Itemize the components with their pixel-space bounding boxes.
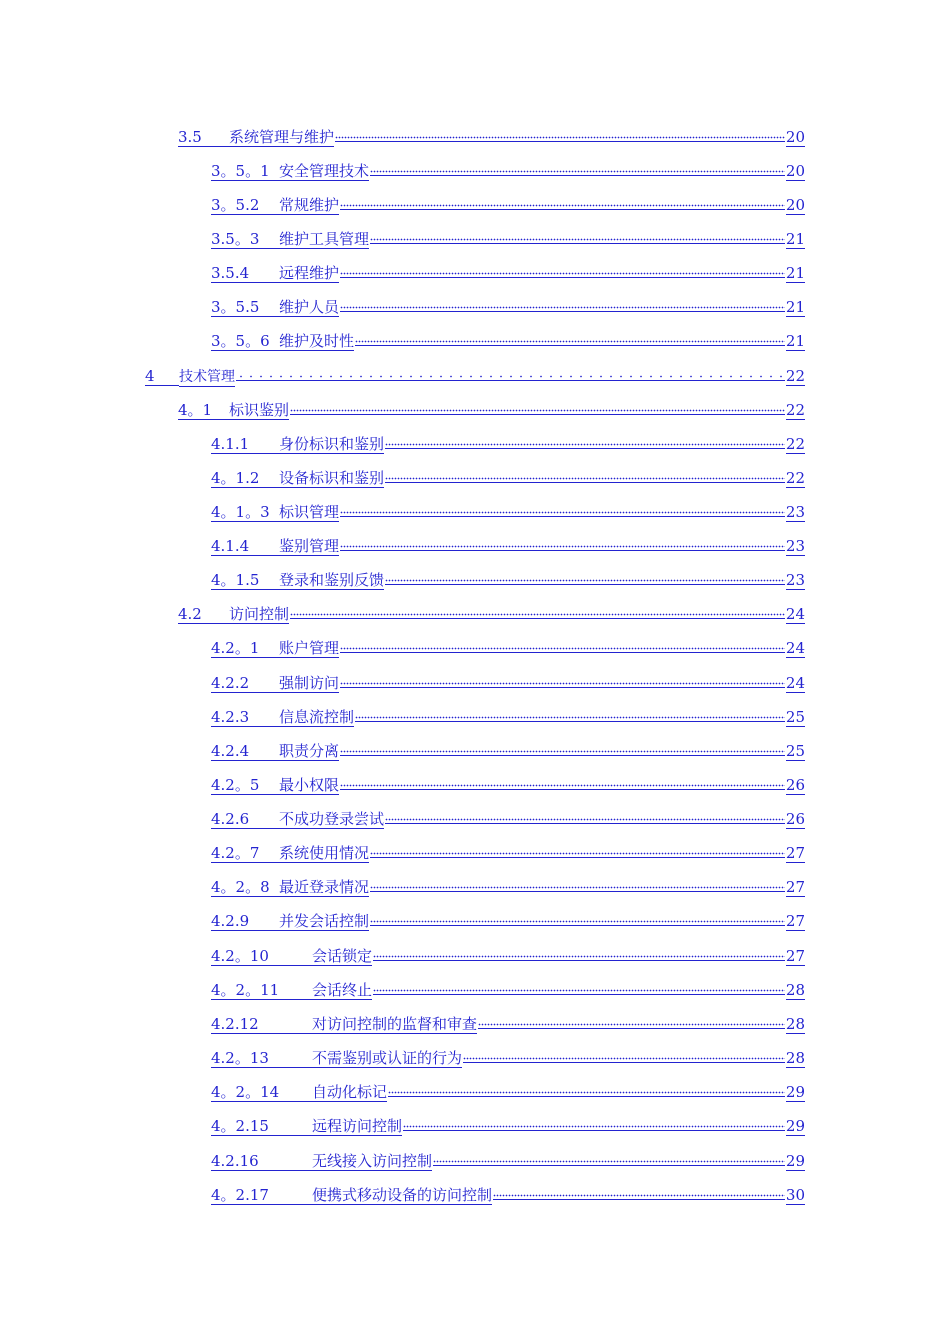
- toc-entry-title: 信息流控制: [279, 708, 355, 726]
- toc-entry[interactable]: [211, 775, 805, 795]
- toc-entry-page: 23: [785, 537, 805, 555]
- toc-entry-number: 3。5.5: [211, 298, 279, 317]
- toc-entry-title: 系统管理与维护: [229, 128, 335, 146]
- toc-dot-leader: [385, 468, 785, 483]
- toc-entry-title: 最近登录情况: [279, 878, 370, 896]
- toc-entry-number: 4.1.1: [211, 435, 279, 454]
- toc-entry-title: 设备标识和鉴别: [279, 469, 385, 487]
- toc-entry-page: 24: [785, 605, 805, 623]
- toc-entry-page: 30: [785, 1186, 805, 1204]
- toc-entry-number: 4。1: [178, 401, 229, 420]
- toc-dot-leader: [385, 434, 785, 449]
- toc-entry-title: 不成功登录尝试: [279, 810, 385, 828]
- toc-dot-leader: [290, 604, 785, 619]
- toc-entry[interactable]: [211, 1048, 805, 1068]
- toc-entry-page: 21: [785, 332, 805, 350]
- toc-dot-leader: [340, 741, 785, 756]
- toc-entry-page: 20: [785, 162, 805, 180]
- toc-dot-leader: [340, 195, 785, 210]
- toc-entry-page: 25: [785, 742, 805, 760]
- toc-entry-page: 20: [785, 196, 805, 214]
- toc-entry-page: 24: [785, 639, 805, 657]
- toc-entry-title: 登录和鉴别反馈: [279, 571, 385, 589]
- toc-dot-leader: [340, 638, 785, 653]
- toc-entry-page: 22: [785, 435, 805, 453]
- toc-entry-page: 28: [785, 1015, 805, 1033]
- toc-entry[interactable]: [211, 911, 805, 931]
- toc-dot-leader: [335, 127, 785, 142]
- toc-entry[interactable]: [211, 263, 805, 283]
- toc-entry-page: 20: [785, 128, 805, 146]
- toc-entry-number: 4。2。14: [211, 1083, 312, 1102]
- toc-entry-number: 4.2.16: [211, 1152, 312, 1171]
- toc-entry-title: 强制访问: [279, 674, 340, 692]
- toc-entry-page: 22: [785, 401, 805, 419]
- toc-entry[interactable]: [211, 707, 805, 727]
- toc-entry-page: 28: [785, 981, 805, 999]
- toc-entry-page: 23: [785, 503, 805, 521]
- toc-entry-title: 技术管理: [179, 369, 235, 385]
- toc-entry-page: 28: [785, 1049, 805, 1067]
- toc-entry-number: 3。5.2: [211, 196, 279, 215]
- toc-dot-leader: [290, 400, 785, 415]
- toc-entry-page: 26: [785, 776, 805, 794]
- toc-entry[interactable]: [211, 1151, 805, 1171]
- toc-entry-page: 27: [785, 878, 805, 896]
- toc-entry-page: 25: [785, 708, 805, 726]
- toc-entry[interactable]: [211, 434, 805, 454]
- toc-entry-title: 不需鉴别或认证的行为: [312, 1049, 463, 1067]
- toc-dot-leader: [463, 1048, 785, 1063]
- toc-entry-title: 会话锁定: [312, 947, 373, 965]
- toc-entry-number: 4.2: [178, 605, 229, 624]
- toc-entry-title: 维护及时性: [279, 332, 355, 350]
- toc-dot-leader: [340, 263, 785, 278]
- toc-dot-leader: [340, 673, 785, 688]
- toc-entry-number: 4.2。7: [211, 844, 279, 863]
- toc-entry[interactable]: [211, 161, 805, 181]
- toc-entry-number: 4。1.2: [211, 469, 279, 488]
- toc-entry-number: 4.2.2: [211, 674, 279, 693]
- toc-entry-title: 最小权限: [279, 776, 340, 794]
- toc-entry-page: 21: [785, 298, 805, 316]
- toc-entry-page: 22: [785, 367, 805, 385]
- toc-entry[interactable]: [211, 502, 805, 522]
- toc-entry[interactable]: [211, 843, 805, 863]
- toc-entry-number: 4.2.12: [211, 1015, 312, 1034]
- toc-dot-leader: [355, 707, 785, 722]
- toc-entry[interactable]: [211, 877, 805, 897]
- toc-entry-title: 维护人员: [279, 298, 340, 316]
- toc-entry[interactable]: [211, 809, 805, 829]
- toc-entry-title: 安全管理技术: [279, 162, 370, 180]
- toc-dot-leader: [373, 946, 785, 961]
- toc-entry-title: 远程维护: [279, 264, 340, 282]
- toc-entry-title: 访问控制: [229, 605, 290, 623]
- toc-entry[interactable]: [211, 195, 805, 215]
- toc-entry-title: 对访问控制的监督和审查: [312, 1015, 478, 1033]
- toc-dot-leader: [370, 877, 785, 892]
- toc-entry[interactable]: [178, 127, 805, 147]
- toc-entry-page: 27: [785, 844, 805, 862]
- toc-entry[interactable]: [211, 297, 805, 317]
- toc-entry-title: 会话终止: [312, 981, 373, 999]
- toc-entry-title: 常规维护: [279, 196, 340, 214]
- toc-dot-leader: [403, 1116, 785, 1131]
- toc-entry-number: 4.2.9: [211, 912, 279, 931]
- toc-entry-number: 4.2。5: [211, 776, 279, 795]
- toc-dot-leader: [478, 1014, 785, 1029]
- toc-entry-page: 29: [785, 1083, 805, 1101]
- toc-entry[interactable]: [211, 980, 805, 1000]
- toc-entry-title: 标识管理: [279, 503, 340, 521]
- toc-entry-number: 3.5。3: [211, 230, 279, 249]
- toc-entry[interactable]: [211, 1082, 805, 1102]
- toc-entry-number: 4。2。8: [211, 878, 279, 897]
- toc-entry-title: 维护工具管理: [279, 230, 370, 248]
- toc-entry-title: 系统使用情况: [279, 844, 370, 862]
- toc-dot-leader: [370, 229, 785, 244]
- toc-entry-page: 21: [785, 264, 805, 282]
- toc-entry-title: 标识鉴别: [229, 401, 290, 419]
- toc-entry-page: 29: [785, 1152, 805, 1170]
- toc-entry-number: 4。1.5: [211, 571, 279, 590]
- toc-entry[interactable]: [211, 570, 805, 590]
- toc-entry-page: 23: [785, 571, 805, 589]
- toc-entry-number: 3.5: [178, 128, 229, 147]
- toc-entry-title: 账户管理: [279, 639, 340, 657]
- toc-entry-number: 4.2。10: [211, 947, 312, 966]
- toc-entry-title: 远程访问控制: [312, 1117, 403, 1135]
- toc-entry[interactable]: [211, 1116, 805, 1136]
- toc-entry-number: 4.2.6: [211, 810, 279, 829]
- toc-entry-number: 4.2.4: [211, 742, 279, 761]
- toc-dot-leader: [370, 843, 785, 858]
- toc-entry-number: 4。1。3: [211, 503, 279, 522]
- toc-entry[interactable]: [211, 1185, 805, 1205]
- toc-entry-number: 4.2.3: [211, 708, 279, 727]
- toc-entry-page: 29: [785, 1117, 805, 1135]
- toc-entry-number: 4.2。13: [211, 1049, 312, 1068]
- toc-entry-title: 自动化标记: [312, 1083, 388, 1101]
- toc-entry-page: 27: [785, 947, 805, 965]
- toc-entry[interactable]: [211, 468, 805, 488]
- toc-dot-leader: [236, 366, 785, 381]
- toc-entry[interactable]: [211, 673, 805, 693]
- toc-dot-leader: [493, 1185, 785, 1200]
- toc-dot-leader: [340, 297, 785, 312]
- toc-entry-page: 26: [785, 810, 805, 828]
- toc-dot-leader: [340, 502, 785, 517]
- toc-chapter-entry[interactable]: [145, 366, 805, 387]
- toc-entry-page: 21: [785, 230, 805, 248]
- toc-entry-title: 鉴别管理: [279, 537, 340, 555]
- toc-entry-number: 4。2.17: [211, 1186, 312, 1205]
- toc-entry-number: 4。2。11: [211, 981, 312, 1000]
- toc-dot-leader: [388, 1082, 785, 1097]
- toc-entry-number: 4: [145, 367, 179, 386]
- toc-entry[interactable]: [211, 741, 805, 761]
- toc-entry-title: 并发会话控制: [279, 912, 370, 930]
- toc-entry-title: 无线接入访问控制: [312, 1152, 433, 1170]
- toc-entry[interactable]: [178, 604, 805, 624]
- toc-dot-leader: [340, 775, 785, 790]
- toc-entry[interactable]: [211, 638, 805, 658]
- toc-dot-leader: [370, 161, 785, 176]
- toc-dot-leader: [355, 331, 785, 346]
- toc-dot-leader: [373, 980, 785, 995]
- toc-dot-leader: [385, 570, 785, 585]
- toc-entry-number: 3。5。1: [211, 162, 279, 181]
- toc-entry-title: 身份标识和鉴别: [279, 435, 385, 453]
- toc-entry-page: 24: [785, 674, 805, 692]
- toc-entry-number: 3。5。6: [211, 332, 279, 351]
- toc-entry-number: 4.1.4: [211, 537, 279, 556]
- toc-entry[interactable]: [211, 946, 805, 966]
- toc-entry-title: 职责分离: [279, 742, 340, 760]
- toc-entry[interactable]: [211, 536, 805, 556]
- toc-dot-leader: [385, 809, 785, 824]
- toc-entry-page: 22: [785, 469, 805, 487]
- toc-entry-number: 3.5.4: [211, 264, 279, 283]
- toc-entry-title: 便携式移动设备的访问控制: [312, 1186, 493, 1204]
- toc-entry[interactable]: [211, 1014, 805, 1034]
- toc-entry-number: 4。2.15: [211, 1117, 312, 1136]
- toc-entry[interactable]: [211, 331, 805, 351]
- toc-dot-leader: [370, 911, 785, 926]
- toc-entry[interactable]: [211, 229, 805, 249]
- toc-entry-page: 27: [785, 912, 805, 930]
- toc-entry[interactable]: [178, 400, 805, 420]
- toc-dot-leader: [433, 1151, 785, 1166]
- toc-entry-number: 4.2。1: [211, 639, 279, 658]
- toc-dot-leader: [340, 536, 785, 551]
